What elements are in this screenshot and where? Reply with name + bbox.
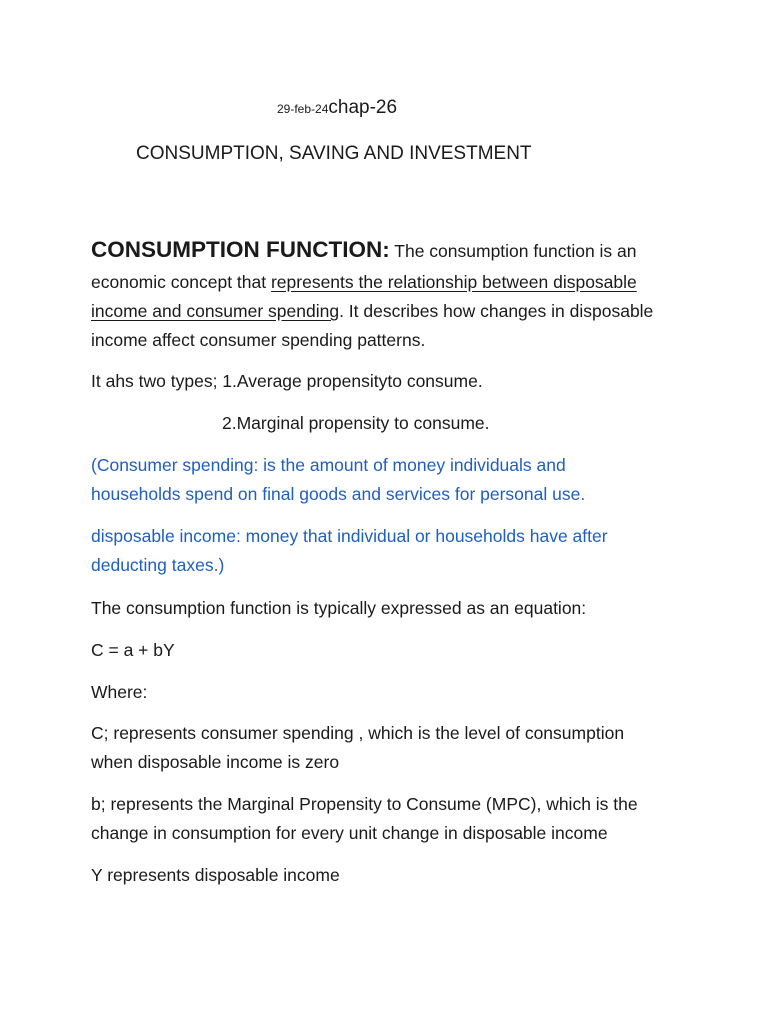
definition-underlined: represents the relationship between disposable: [270, 272, 637, 292]
equation-intro: The consumption function is typically expressed as an equation:: [91, 598, 587, 618]
definition-c-1: C; represents consumer spending , which is the level of consumption: [91, 723, 625, 743]
types-line-1: It ahs two types; 1.Average propensityto consume.: [91, 371, 483, 391]
note-consumer-spending-1: (Consumer spending: is the amount of money individuals and: [91, 455, 566, 475]
header-date: 29-feb-24: [277, 102, 329, 116]
header-chapter: chap-26: [328, 97, 398, 118]
equation-formula: C = a + bY: [91, 640, 175, 660]
consumption-function-line-4: income affect consumer spending patterns.: [91, 330, 426, 350]
definition-b-1: b; represents the Marginal Propensity to Consume (MPC), which is the: [91, 794, 638, 814]
note-consumer-spending-2: households spend on final goods and services for personal use.: [91, 484, 586, 504]
definition-c-2: when disposable income is zero: [91, 752, 340, 772]
definition-b-2: change in consumption for every unit change in disposable income: [91, 823, 608, 843]
consumption-function-line-3: [91, 297, 653, 326]
consumption-function-line-1: [91, 235, 637, 266]
page-title: CONSUMPTION, SAVING AND INVESTMENT: [136, 143, 532, 164]
types-line-2: 2.Marginal propensity to consume.: [222, 413, 490, 433]
definition-text: economic concept that: [91, 272, 271, 292]
consumption-function-heading: CONSUMPTION FUNCTION:: [91, 237, 390, 262]
definition-underlined: income and consumer spending: [91, 301, 340, 321]
definition-y: Y represents disposable income: [91, 865, 340, 885]
definition-text: . It describes how changes in disposable: [339, 301, 654, 321]
note-disposable-income-2: deducting taxes.): [91, 555, 225, 575]
note-disposable-income-1: disposable income: money that individual or households have after: [91, 526, 608, 546]
consumption-function-line-2: [91, 268, 637, 297]
equation-where: Where:: [91, 682, 148, 702]
header: [277, 96, 397, 121]
consumption-function-intro: The consumption function is an: [389, 241, 637, 261]
